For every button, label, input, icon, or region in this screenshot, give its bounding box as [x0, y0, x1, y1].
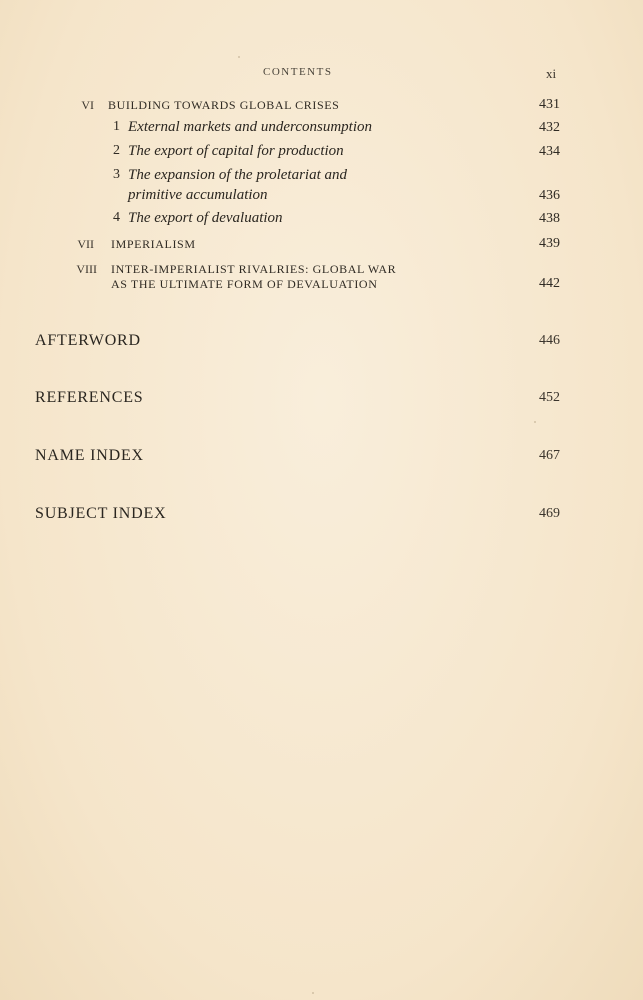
subsection-page: 436 [539, 188, 560, 203]
afterword-title: AFTERWORD [35, 332, 141, 349]
name-index-page: 467 [539, 448, 560, 463]
section-page: 431 [539, 97, 560, 112]
references-title: REFERENCES [35, 389, 144, 406]
subsection-number: 3 [113, 167, 120, 182]
running-title: CONTENTS [263, 66, 333, 78]
subsection-number: 1 [113, 119, 120, 134]
subsection-title-line1: The expansion of the proletariat and [128, 167, 348, 183]
references-page: 452 [539, 390, 560, 405]
page-number: xi [546, 66, 557, 81]
section-title-line2: AS THE ULTIMATE FORM OF DEVALUATION [111, 277, 378, 291]
subsection-title: External markets and underconsumption [128, 119, 372, 135]
subsection-number: 2 [113, 143, 120, 158]
paper-speck [312, 992, 314, 994]
section-title: BUILDING TOWARDS GLOBAL CRISES [108, 98, 340, 112]
afterword-page: 446 [539, 333, 560, 348]
subsection-number: 4 [113, 210, 120, 225]
name-index-title: NAME INDEX [35, 447, 144, 464]
subsection-title: The export of capital for production [128, 143, 344, 159]
subsection-title: The export of devaluation [128, 210, 283, 226]
section-page: 442 [539, 276, 560, 291]
section-title-line1: INTER-IMPERIALIST RIVALRIES: GLOBAL WAR [111, 262, 397, 276]
section-numeral: VIII [76, 262, 97, 276]
paper-speck [238, 56, 240, 58]
subject-index-title: SUBJECT INDEX [35, 505, 167, 522]
running-header [0, 66, 643, 82]
section-numeral: VI [81, 98, 94, 112]
subsection-page: 438 [539, 211, 560, 226]
section-page: 439 [539, 236, 560, 251]
subject-index-page: 469 [539, 506, 560, 521]
subsection-page: 432 [539, 120, 560, 135]
subsection-page: 434 [539, 144, 560, 159]
section-numeral: VII [77, 237, 94, 251]
paper-speck [534, 421, 536, 423]
subsection-title-line2: primitive accumulation [128, 187, 268, 203]
section-title: IMPERIALISM [111, 237, 196, 251]
